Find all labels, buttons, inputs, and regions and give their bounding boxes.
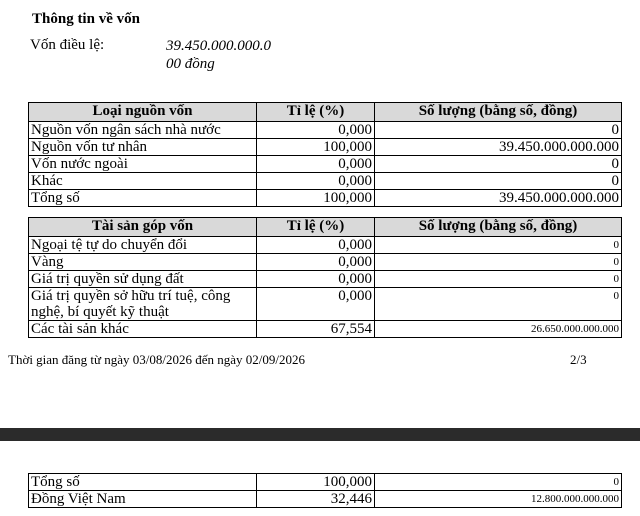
source-ratio: 0,000 xyxy=(257,122,375,139)
column-header-asset-type: Tài sản góp vốn xyxy=(29,218,257,237)
asset-amount: 0 xyxy=(375,271,622,288)
source-ratio: 100,000 xyxy=(257,190,375,207)
source-name: Vốn nước ngoài xyxy=(29,156,257,173)
table-row xyxy=(29,139,622,156)
page-number: 2/3 xyxy=(570,352,587,367)
asset-amount: 12.800.000.000.000 xyxy=(375,491,622,508)
asset-ratio: 0,000 xyxy=(257,254,375,271)
contributed-assets-table xyxy=(28,217,622,338)
table-row xyxy=(29,474,622,491)
asset-name: Ngoại tệ tự do chuyển đổi xyxy=(29,237,257,254)
asset-ratio: 0,000 xyxy=(257,288,375,321)
asset-ratio: 0,000 xyxy=(257,271,375,288)
source-name: Khác xyxy=(29,173,257,190)
asset-ratio: 100,000 xyxy=(257,474,375,491)
charter-capital-value-line1: 39.450.000.000.0 xyxy=(166,38,271,54)
asset-name: Tổng số xyxy=(29,474,257,491)
column-header-ratio: Tỉ lệ (%) xyxy=(257,103,375,122)
asset-amount: 26.650.000.000.000 xyxy=(375,321,622,338)
charter-capital-value-line2: 00 đồng xyxy=(166,56,215,72)
page-separator xyxy=(0,428,640,441)
source-amount: 0 xyxy=(375,156,622,173)
table-row-total xyxy=(29,190,622,207)
capital-sources-table xyxy=(28,102,622,207)
table-row xyxy=(29,271,622,288)
asset-name: Giá trị quyền sử dụng đất xyxy=(29,271,257,288)
asset-name: Vàng xyxy=(29,254,257,271)
charter-capital-label: Vốn điều lệ: xyxy=(30,37,105,53)
source-name: Nguồn vốn tư nhân xyxy=(29,139,257,156)
column-header-source-type: Loại nguồn vốn xyxy=(29,103,257,122)
asset-amount: 0 xyxy=(375,474,622,491)
source-amount: 0 xyxy=(375,122,622,139)
source-amount: 0 xyxy=(375,173,622,190)
asset-amount: 0 xyxy=(375,237,622,254)
source-amount: 39.450.000.000.000 xyxy=(375,190,622,207)
table-row xyxy=(29,237,622,254)
table-row xyxy=(29,173,622,190)
source-ratio: 0,000 xyxy=(257,173,375,190)
table-row xyxy=(29,491,622,508)
source-ratio: 0,000 xyxy=(257,156,375,173)
asset-ratio: 32,446 xyxy=(257,491,375,508)
table-row xyxy=(29,156,622,173)
source-ratio: 100,000 xyxy=(257,139,375,156)
asset-name: Giá trị quyền sở hữu trí tuệ, công nghệ, bí quyết kỹ thuật xyxy=(29,288,257,321)
asset-amount: 0 xyxy=(375,288,622,321)
table-header-row xyxy=(29,218,622,237)
table-row xyxy=(29,321,622,338)
source-name: Nguồn vốn ngân sách nhà nước xyxy=(29,122,257,139)
registration-period: Thời gian đăng từ ngày 03/08/2026 đến ngày 02/09/2026 xyxy=(8,352,305,367)
charter-capital-value xyxy=(166,37,271,73)
column-header-amount: Số lượng (bằng số, đồng) xyxy=(375,103,622,122)
asset-ratio: 67,554 xyxy=(257,321,375,338)
source-name: Tổng số xyxy=(29,190,257,207)
next-page-table xyxy=(28,473,622,508)
table-row xyxy=(29,122,622,139)
table-row xyxy=(29,288,622,321)
table-row xyxy=(29,254,622,271)
asset-name: Đồng Việt Nam xyxy=(29,491,257,508)
column-header-ratio: Tỉ lệ (%) xyxy=(257,218,375,237)
column-header-amount: Số lượng (bằng số, đồng) xyxy=(375,218,622,237)
asset-amount: 0 xyxy=(375,254,622,271)
asset-ratio: 0,000 xyxy=(257,237,375,254)
asset-name: Các tài sản khác xyxy=(29,321,257,338)
section-heading: Thông tin về vốn xyxy=(32,11,140,27)
source-amount: 39.450.000.000.000 xyxy=(375,139,622,156)
table-header-row xyxy=(29,103,622,122)
